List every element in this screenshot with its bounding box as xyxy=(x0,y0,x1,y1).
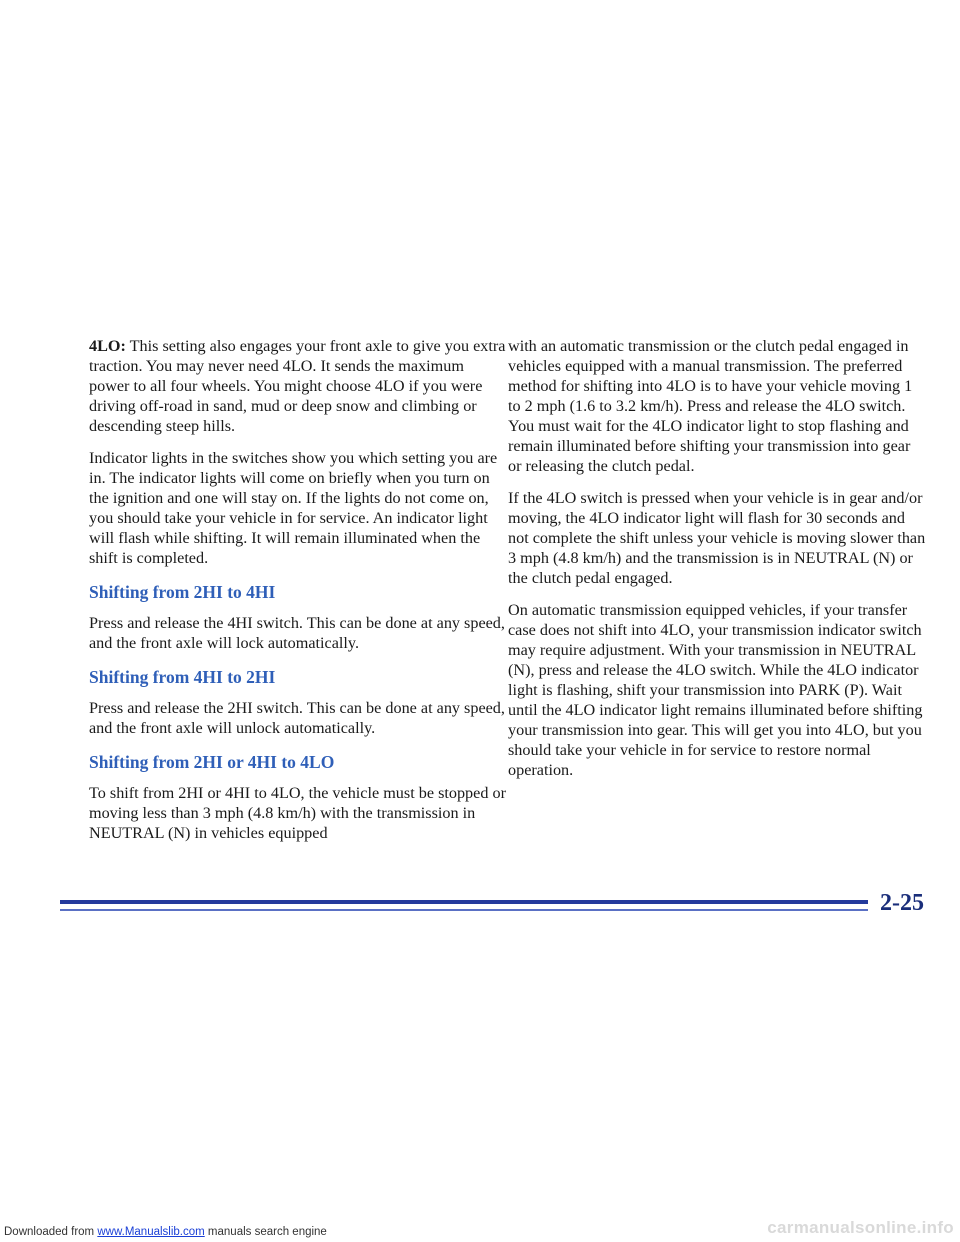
paragraph-lead: 4LO: xyxy=(89,337,126,355)
heading-2hi-to-4hi: Shifting from 2HI to 4HI xyxy=(89,582,276,602)
footer-suffix: manuals search engine xyxy=(207,1226,327,1238)
paragraph-automatic-transmission: On automatic transmission equipped vehicles, if your transfer case does not shift into 4LO, your transmission indicator switch may require adjustment. With your transmission in NEUTRAL (N), press and release the 4LO switch. While the 4LO indicator light is flashing, shift your transmission into PARK (P). Wait until the 4LO indicator light remains illuminated before shifting your transmission into gear. This will get you into 4LO, but you should take your vehicle in for service to restore normal operation. xyxy=(508,601,923,779)
paragraph-switch-pressed: If the 4LO switch is pressed when your vehicle is in gear and/or moving, the 4LO indicator light will flash for 30 seconds and not complete the shift unless your vehicle is moving slower than 3 mph (4.8 km/h) and the transmission is in NEUTRAL (N) or the clutch pedal engaged. xyxy=(508,489,926,587)
manualslib-link[interactable]: www.Manualslib.com xyxy=(97,1226,205,1238)
paragraph-continued: with an automatic transmission or the clutch pedal engaged in vehicles equipped with a manual transmission. The preferred method for shifting into 4LO is to have your vehicle moving 1 to 2 mph (1.6 to 3.2 km/h). Press and release the 4LO switch. You must wait for the 4LO indicator light to stop flashing and remain illuminated before shifting your transmission into gear or releasing the clutch pedal. xyxy=(508,337,913,475)
watermark: carmanualsonline.info xyxy=(767,1218,954,1237)
left-column xyxy=(89,336,507,855)
paragraph-text: This setting also engages your front axle to give you extra traction. You may never need 4LO. It sends the maximum power to all four wheels. You might choose 4LO if you were driving off-road in sand, mud or deep snow and climbing or descending steep hills. xyxy=(89,337,506,435)
heading-to-4lo: Shifting from 2HI or 4HI to 4LO xyxy=(89,752,335,772)
paragraph-indicator-lights: Indicator lights in the switches show you which setting you are in. The indicator lights will come on briefly when you turn on the ignition and one will stay on. If the lights do not come on, you should take your vehicle in for service. An indicator light will flash while shifting. It will remain illuminated when the shift is completed. xyxy=(89,449,498,567)
footer-prefix: Downloaded from xyxy=(4,1226,95,1238)
paragraph-to-4lo: To shift from 2HI or 4HI to 4LO, the vehicle must be stopped or moving less than 3 mph (4.8 km/h) with the transmission in NEUTRAL (N) in vehicles equipped xyxy=(89,784,506,842)
page-rule xyxy=(60,900,868,904)
paragraph-2hi-to-4hi: Press and release the 4HI switch. This can be done at any speed, and the front axle will lock automatically. xyxy=(89,614,505,652)
page-number: 2-25 xyxy=(880,890,924,916)
heading-4hi-to-2hi: Shifting from 4HI to 2HI xyxy=(89,667,276,687)
right-column xyxy=(508,336,926,792)
download-footer xyxy=(4,1226,327,1238)
paragraph-4hi-to-2hi: Press and release the 2HI switch. This can be done at any speed, and the front axle will unlock automatically. xyxy=(89,699,505,737)
paragraph-4lo xyxy=(89,336,507,436)
page-rule-thin xyxy=(60,909,868,911)
